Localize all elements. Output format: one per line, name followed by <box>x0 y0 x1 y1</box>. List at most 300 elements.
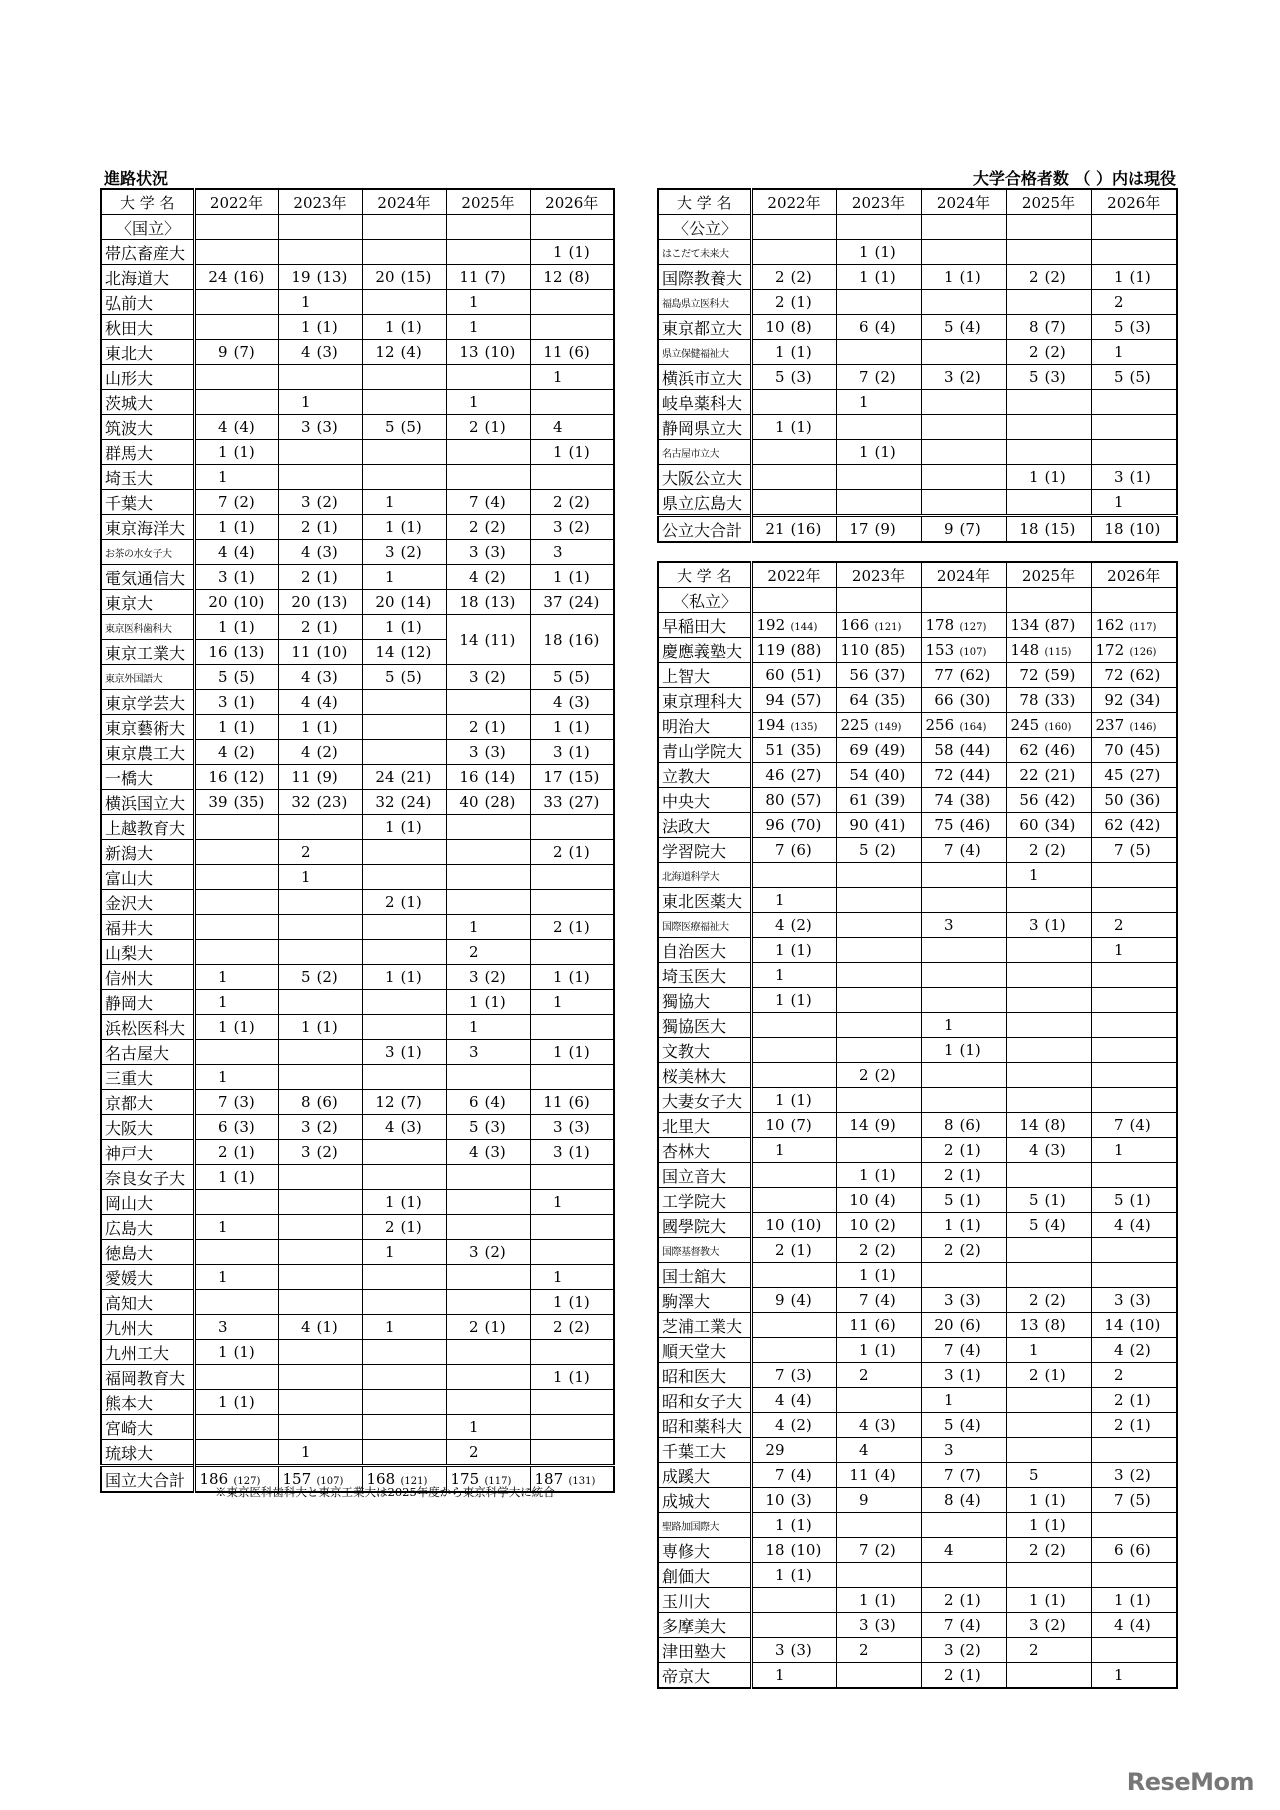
current-student-count: (14) <box>400 593 432 611</box>
count-cell <box>836 1263 921 1288</box>
table-row <box>101 865 614 890</box>
count-cell <box>446 365 530 390</box>
university-name: 名古屋市立大 <box>658 440 751 465</box>
current-student-count: (46) <box>1044 741 1076 759</box>
pass-count: 4 <box>774 1416 785 1434</box>
table-row <box>658 1138 1177 1163</box>
current-student-count: (2) <box>1129 1466 1151 1484</box>
count-cell <box>836 688 921 713</box>
current-student-count: (4) <box>790 1291 812 1309</box>
header-row <box>101 189 614 215</box>
count-cell <box>751 240 836 265</box>
university-name: 獨協医大 <box>658 1013 751 1038</box>
university-name: 筑波大 <box>101 415 194 440</box>
count-cell <box>1091 663 1177 688</box>
university-name: はこだて未来大 <box>658 240 751 265</box>
table-row <box>101 740 614 765</box>
current-student-count: (5) <box>1129 1491 1151 1509</box>
pass-count: 1 <box>1113 1666 1124 1684</box>
pass-count: 256 <box>925 716 955 734</box>
count-cell <box>836 1138 921 1163</box>
current-student-count: (3) <box>316 343 338 361</box>
pass-count: 1 <box>943 1391 954 1409</box>
pass-count: 72 <box>934 766 954 784</box>
pass-count: 1 <box>774 1091 785 1109</box>
current-student-count: (4) <box>959 1616 981 1634</box>
count-cell <box>446 1440 530 1466</box>
count-cell <box>836 738 921 763</box>
current-student-count: (1) <box>959 1216 981 1234</box>
count-cell <box>278 365 362 390</box>
count-cell <box>278 1065 362 1090</box>
pass-count: 237 <box>1095 716 1125 734</box>
table-row <box>658 1238 1177 1263</box>
current-student-count: (28) <box>484 793 516 811</box>
count-cell <box>921 1338 1006 1363</box>
current-student-count: (6) <box>316 1093 338 1111</box>
pass-count: 110 <box>840 641 870 659</box>
pass-count: 3 <box>943 368 954 386</box>
pass-count: 21 <box>765 520 785 538</box>
count-cell <box>1006 1638 1091 1663</box>
count-cell <box>446 540 530 565</box>
current-student-count: (1) <box>233 1168 255 1186</box>
current-student-count: (12) <box>233 768 265 786</box>
current-student-count: (6) <box>959 1316 981 1334</box>
count-cell <box>446 1390 530 1415</box>
pass-count: 1 <box>217 1393 228 1411</box>
category-label: 〈私立〉 <box>658 588 751 613</box>
current-student-count: (1) <box>316 718 338 736</box>
watermark-logo: ReseMom <box>1126 1768 1254 1796</box>
university-name: 静岡県立大 <box>658 415 751 440</box>
pass-count: 1 <box>552 1043 563 1061</box>
pass-count: 1 <box>858 443 869 461</box>
pass-count: 3 <box>468 543 479 561</box>
university-name: 津田塾大 <box>658 1638 751 1663</box>
university-name: 北里大 <box>658 1113 751 1138</box>
current-student-count: (1) <box>400 893 422 911</box>
pass-count: 3 <box>552 543 563 561</box>
table-row <box>658 390 1177 415</box>
pass-count: 1 <box>384 1193 395 1211</box>
current-student-count: (4) <box>1044 1216 1066 1234</box>
count-cell <box>751 1263 836 1288</box>
table-row <box>101 315 614 340</box>
count-cell <box>446 1415 530 1440</box>
count-cell <box>751 1463 836 1488</box>
table-row <box>101 840 614 865</box>
current-student-count: (3) <box>484 1118 506 1136</box>
current-student-count: (3) <box>959 1291 981 1309</box>
pass-count: 5 <box>943 318 954 336</box>
count-cell <box>530 1340 614 1365</box>
count-cell <box>530 1315 614 1340</box>
current-student-count: (4) <box>874 1191 896 1209</box>
count-cell <box>446 440 530 465</box>
count-cell <box>446 665 530 690</box>
pass-count: 72 <box>1104 666 1124 684</box>
university-name: 徳島大 <box>101 1240 194 1265</box>
pass-count: 166 <box>840 616 870 634</box>
count-cell <box>194 1015 278 1040</box>
pass-count: 162 <box>1095 616 1125 634</box>
pass-count: 7 <box>217 493 228 511</box>
count-cell <box>836 938 921 963</box>
pass-count: 7 <box>858 368 869 386</box>
count-cell <box>836 265 921 290</box>
table-row <box>101 1340 614 1365</box>
count-cell <box>836 1513 921 1538</box>
count-cell <box>278 415 362 440</box>
count-cell <box>362 240 446 265</box>
pass-count: 1 <box>552 1368 563 1386</box>
pass-count: 4 <box>384 1118 395 1136</box>
university-name: 埼玉医大 <box>658 963 751 988</box>
current-student-count: (35) <box>233 793 265 811</box>
current-student-count: (2) <box>790 1416 812 1434</box>
table-row <box>658 1463 1177 1488</box>
count-cell <box>1006 1013 1091 1038</box>
university-name: 東京工業大 <box>101 640 194 665</box>
count-cell <box>921 713 1006 738</box>
pass-count: 1 <box>1113 1141 1124 1159</box>
current-student-count: (6) <box>568 1093 590 1111</box>
category-label: 〈国立〉 <box>101 215 194 240</box>
count-cell <box>1006 440 1091 465</box>
count-cell <box>446 590 530 615</box>
count-cell <box>530 1040 614 1065</box>
count-cell <box>751 1363 836 1388</box>
count-cell <box>1091 863 1177 888</box>
table-row <box>658 613 1177 638</box>
pass-count: 3 <box>384 1043 395 1061</box>
current-student-count: (2) <box>1044 1616 1066 1634</box>
count-cell <box>278 940 362 965</box>
count-cell <box>362 1315 446 1340</box>
pass-count: 1 <box>468 1418 479 1436</box>
table-row <box>658 888 1177 913</box>
count-cell <box>921 1538 1006 1563</box>
count-cell <box>1006 913 1091 938</box>
count-cell <box>1006 516 1091 543</box>
current-student-count: (2) <box>484 518 506 536</box>
count-cell <box>751 663 836 688</box>
current-student-count: (30) <box>959 691 991 709</box>
current-student-count: (1) <box>959 1041 981 1059</box>
pass-count: 2 <box>858 1641 869 1659</box>
count-cell <box>921 788 1006 813</box>
count-cell <box>921 938 1006 963</box>
pass-count: 5 <box>1028 368 1039 386</box>
pass-count: 14 <box>375 643 395 661</box>
pass-count: 2 <box>384 1218 395 1236</box>
count-cell <box>362 1065 446 1090</box>
column-header-name: 大 学 名 <box>658 562 751 588</box>
count-cell <box>362 340 446 365</box>
column-header-year: 2022年 <box>751 189 836 215</box>
current-student-count: (1) <box>316 318 338 336</box>
table-row <box>658 490 1177 516</box>
pass-count: 192 <box>756 616 786 634</box>
pass-count: 1 <box>384 568 395 586</box>
pass-count: 1 <box>552 368 563 386</box>
university-name: 杏林大 <box>658 1138 751 1163</box>
count-cell <box>1006 1488 1091 1513</box>
current-student-count: (88) <box>790 641 822 659</box>
table-row <box>658 1063 1177 1088</box>
count-cell <box>278 640 362 665</box>
university-name: 金沢大 <box>101 890 194 915</box>
pass-count: 2 <box>300 843 311 861</box>
count-cell <box>921 440 1006 465</box>
pass-count: 69 <box>849 741 869 759</box>
pass-count: 7 <box>468 493 479 511</box>
university-name: 東北医薬大 <box>658 888 751 913</box>
current-student-count: (7) <box>400 1093 422 1111</box>
pass-count: 3 <box>1028 1616 1039 1634</box>
pass-count: 56 <box>1019 791 1039 809</box>
current-student-count: (3) <box>233 1093 255 1111</box>
university-name: 国立音大 <box>658 1163 751 1188</box>
current-student-count: (4) <box>233 543 255 561</box>
count-cell <box>278 1090 362 1115</box>
pass-count: 1 <box>774 1516 785 1534</box>
pass-count: 9 <box>943 520 954 538</box>
current-student-count: (2) <box>316 968 338 986</box>
count-cell <box>751 813 836 838</box>
current-student-count: (4) <box>1129 1116 1151 1134</box>
count-cell <box>751 1038 836 1063</box>
current-student-count: (35) <box>790 741 822 759</box>
count-cell <box>278 790 362 815</box>
count-cell <box>362 1165 446 1190</box>
count-cell <box>921 1563 1006 1588</box>
pass-count: 20 <box>375 268 395 286</box>
count-cell <box>362 540 446 565</box>
current-student-count: (1) <box>959 1191 981 1209</box>
pass-count: 3 <box>1028 916 1039 934</box>
count-cell <box>362 1040 446 1065</box>
current-student-count: (1) <box>568 1293 590 1311</box>
count-cell <box>836 988 921 1013</box>
count-cell <box>921 1638 1006 1663</box>
pass-count: 20 <box>375 593 395 611</box>
count-cell <box>1006 1663 1091 1689</box>
pass-count: 1 <box>552 243 563 261</box>
pass-count: 1 <box>1113 343 1124 361</box>
pass-count: 39 <box>208 793 228 811</box>
university-name: 県立保健福祉大 <box>658 340 751 365</box>
table-row <box>101 340 614 365</box>
current-student-count: (2) <box>316 743 338 761</box>
table-row <box>101 1090 614 1115</box>
current-student-count: (117) <box>1129 622 1157 633</box>
current-student-count: (3) <box>1129 1291 1151 1309</box>
count-cell <box>836 465 921 490</box>
count-cell <box>921 1288 1006 1313</box>
count-cell <box>921 1263 1006 1288</box>
pass-count: 11 <box>291 643 311 661</box>
column-header-year: 2025年 <box>446 189 530 215</box>
current-student-count: (1) <box>233 718 255 736</box>
count-cell <box>836 1313 921 1338</box>
national-university-table <box>100 188 615 1493</box>
count-cell <box>1091 1338 1177 1363</box>
current-student-count: (33) <box>1044 691 1076 709</box>
pass-count: 1 <box>552 1193 563 1211</box>
current-student-count: (1) <box>959 1591 981 1609</box>
count-cell <box>530 740 614 765</box>
pass-count: 2 <box>300 518 311 536</box>
pass-count: 20 <box>291 593 311 611</box>
pass-count: 1 <box>858 243 869 261</box>
pass-count: 2 <box>1113 1416 1124 1434</box>
count-cell <box>1006 1388 1091 1413</box>
current-student-count: (149) <box>874 722 902 733</box>
pass-count: 1 <box>943 1016 954 1034</box>
pass-count: 8 <box>300 1093 311 1111</box>
pass-count: 4 <box>300 343 311 361</box>
pass-count: 2 <box>774 268 785 286</box>
count-cell <box>194 840 278 865</box>
table-row <box>101 290 614 315</box>
empty-cell <box>836 588 921 613</box>
current-student-count: (10) <box>1129 1316 1161 1334</box>
count-cell <box>194 1440 278 1466</box>
count-cell <box>530 965 614 990</box>
count-cell <box>751 440 836 465</box>
current-student-count: (1) <box>1129 268 1151 286</box>
count-cell <box>1091 240 1177 265</box>
table-row <box>658 1613 1177 1638</box>
count-cell <box>751 1513 836 1538</box>
table-row <box>101 1065 614 1090</box>
count-cell <box>530 915 614 940</box>
table-row <box>658 763 1177 788</box>
count-cell <box>362 990 446 1015</box>
table-row <box>658 1013 1177 1038</box>
count-cell <box>751 1663 836 1689</box>
university-name: 弘前大 <box>101 290 194 315</box>
pass-count: 1 <box>1028 468 1039 486</box>
count-cell <box>1091 1163 1177 1188</box>
university-name: 芝浦工業大 <box>658 1313 751 1338</box>
count-cell <box>446 1315 530 1340</box>
empty-cell <box>751 588 836 613</box>
count-cell <box>1091 1288 1177 1313</box>
count-cell <box>751 763 836 788</box>
pass-count: 1 <box>217 968 228 986</box>
pass-count: 4 <box>468 1143 479 1161</box>
table-row <box>101 990 614 1015</box>
count-cell <box>530 840 614 865</box>
current-student-count: (15) <box>400 268 432 286</box>
table-row <box>658 1588 1177 1613</box>
table-row <box>101 1165 614 1190</box>
table-row <box>101 415 614 440</box>
university-name: 国際医療福祉大 <box>658 913 751 938</box>
count-cell <box>446 1215 530 1240</box>
university-name: 順天堂大 <box>658 1338 751 1363</box>
table-row <box>101 1315 614 1340</box>
university-name: 宮崎大 <box>101 1415 194 1440</box>
count-cell <box>1091 1363 1177 1388</box>
current-student-count: (1) <box>233 1343 255 1361</box>
count-cell <box>1091 1588 1177 1613</box>
pass-count: 1 <box>217 468 228 486</box>
university-name: 中央大 <box>658 788 751 813</box>
current-student-count: (5) <box>400 668 422 686</box>
pass-count: 2 <box>1113 916 1124 934</box>
pass-count: 3 <box>300 1143 311 1161</box>
empty-cell <box>1091 215 1177 240</box>
count-cell <box>1091 465 1177 490</box>
count-cell <box>278 965 362 990</box>
current-student-count: (1) <box>1044 1366 1066 1384</box>
current-student-count: (1) <box>790 343 812 361</box>
table-row <box>658 415 1177 440</box>
pass-count: 9 <box>217 343 228 361</box>
count-cell <box>278 1040 362 1065</box>
current-student-count: (1) <box>400 1043 422 1061</box>
current-student-count: (1) <box>233 518 255 536</box>
university-name: 公立大合計 <box>658 516 751 543</box>
current-student-count: (3) <box>790 1491 812 1509</box>
count-cell <box>362 640 446 665</box>
pass-count: 11 <box>543 343 563 361</box>
table-row <box>658 1513 1177 1538</box>
pass-count: 1 <box>468 293 479 311</box>
count-cell <box>1006 988 1091 1013</box>
count-cell <box>921 963 1006 988</box>
count-cell <box>751 1588 836 1613</box>
table-row <box>101 1240 614 1265</box>
table-row <box>101 1290 614 1315</box>
pass-count: 75 <box>934 816 954 834</box>
current-student-count: (7) <box>790 1116 812 1134</box>
count-cell <box>836 490 921 516</box>
pass-count: 1 <box>1028 1591 1039 1609</box>
current-student-count: (5) <box>1129 841 1151 859</box>
empty-cell <box>1006 588 1091 613</box>
current-student-count: (127) <box>959 622 987 633</box>
count-cell <box>751 1138 836 1163</box>
count-cell <box>194 340 278 365</box>
current-student-count: (59) <box>1044 666 1076 684</box>
pass-count: 22 <box>1019 766 1039 784</box>
count-cell <box>1091 1513 1177 1538</box>
pass-count: 14 <box>1019 1116 1039 1134</box>
university-name: 獨協大 <box>658 988 751 1013</box>
count-cell <box>836 788 921 813</box>
count-cell <box>1006 1063 1091 1088</box>
current-student-count: (2) <box>790 268 812 286</box>
pass-count: 11 <box>459 268 479 286</box>
count-cell <box>836 415 921 440</box>
table-row <box>658 1663 1177 1689</box>
count-cell <box>278 1315 362 1340</box>
table-row <box>101 715 614 740</box>
count-cell <box>836 863 921 888</box>
count-cell <box>446 790 530 815</box>
current-student-count: (13) <box>233 643 265 661</box>
current-student-count: (10) <box>233 593 265 611</box>
pass-count: 1 <box>384 1243 395 1261</box>
table-row <box>658 1213 1177 1238</box>
pass-count: 1 <box>217 1343 228 1361</box>
count-cell <box>836 290 921 315</box>
